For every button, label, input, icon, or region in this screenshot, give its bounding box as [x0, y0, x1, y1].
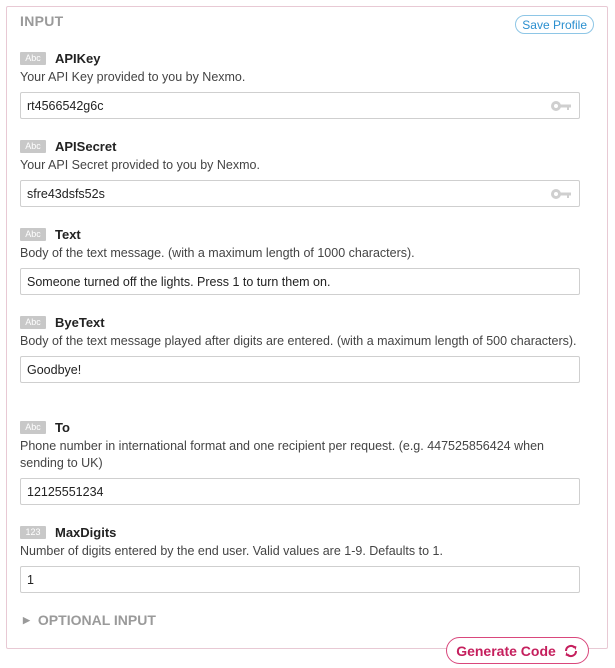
- type-badge: Abc: [20, 421, 46, 434]
- type-badge: Abc: [20, 316, 46, 329]
- optional-input-toggle[interactable]: [23, 612, 156, 628]
- field-description: Body of the text message. (with a maximum length of 1000 characters).: [20, 246, 415, 260]
- field-maxdigits: [20, 524, 580, 593]
- section-title: INPUT: [20, 13, 64, 29]
- optional-input-label: OPTIONAL INPUT: [37, 612, 156, 628]
- refresh-icon: [563, 644, 579, 658]
- generate-code-button[interactable]: [446, 637, 589, 664]
- input-value: 1: [27, 572, 34, 587]
- field-label: Text: [55, 226, 81, 242]
- field-byetext: [20, 314, 580, 383]
- type-badge: Abc: [20, 140, 46, 153]
- type-badge: Abc: [20, 52, 46, 65]
- field-description: Your API Key provided to you by Nexmo.: [20, 70, 246, 84]
- key-icon[interactable]: [550, 188, 572, 203]
- save-profile-button[interactable]: Save Profile: [515, 15, 594, 34]
- field-description: Body of the text message played after digits are entered. (with a maximum length of 500 characters).: [20, 334, 577, 348]
- field-label: APISecret: [55, 138, 117, 154]
- apikey-input[interactable]: [20, 92, 580, 119]
- field-label: APIKey: [55, 50, 101, 66]
- generate-code-label: Generate Code: [456, 642, 556, 659]
- key-icon[interactable]: [550, 100, 572, 115]
- field-description: Your API Secret provided to you by Nexmo.: [20, 158, 260, 172]
- to-input[interactable]: [20, 478, 580, 505]
- field-apikey: [20, 50, 580, 119]
- input-value: Goodbye!: [27, 362, 82, 377]
- field-label: MaxDigits: [55, 524, 117, 540]
- triangle-right-icon: ▶: [23, 614, 30, 625]
- maxdigits-input[interactable]: [20, 566, 580, 593]
- text-input[interactable]: [20, 268, 580, 295]
- type-badge: Abc: [20, 228, 46, 241]
- apisecret-input[interactable]: [20, 180, 580, 207]
- byetext-input[interactable]: [20, 356, 580, 383]
- input-value: 12125551234: [27, 484, 104, 499]
- input-value: rt4566542g6c: [27, 98, 104, 113]
- field-label: To: [55, 419, 70, 435]
- field-apisecret: [20, 138, 580, 207]
- type-badge: 123: [20, 526, 46, 539]
- field-description: Number of digits entered by the end user. Valid values are 1-9. Defaults to 1.: [20, 544, 443, 558]
- field-label: ByeText: [55, 314, 105, 330]
- input-value: sfre43dsfs52s: [27, 186, 105, 201]
- input-value: Someone turned off the lights. Press 1 to turn them on.: [27, 274, 331, 289]
- field-description: Phone number in international format and one recipient per request. (e.g. 447525856424 when sending to UK): [20, 439, 544, 470]
- field-text: [20, 226, 580, 295]
- field-to: [20, 419, 580, 505]
